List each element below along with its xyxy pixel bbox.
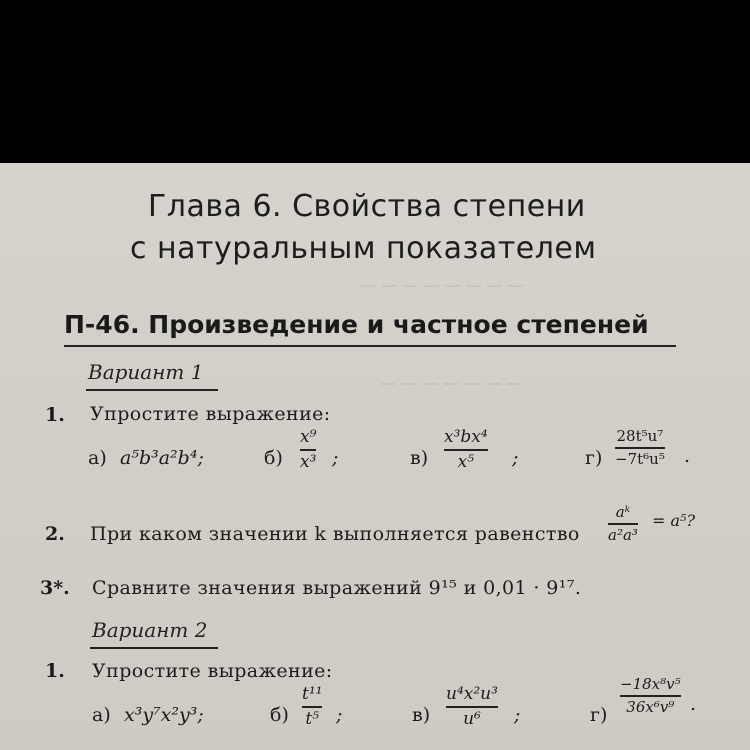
task-number: 3*. — [40, 577, 70, 599]
option-label: г) — [585, 447, 603, 469]
task-number: 1. — [45, 660, 65, 682]
bleed-through-text: — — — — — — — — [380, 373, 523, 392]
variant1-title: Вариант 1 — [88, 360, 204, 384]
fraction-bar — [620, 695, 681, 697]
variant1-underline — [86, 389, 218, 391]
fraction-denominator: t⁵ — [305, 708, 320, 729]
option-label: а) — [88, 447, 107, 469]
fraction-bar — [444, 449, 488, 451]
fraction — [615, 429, 665, 467]
bleed-through-text: — — — — — — — — — [360, 275, 524, 294]
section-title: П-46. Произведение и частное степеней — [64, 310, 649, 339]
option-label: а) — [92, 704, 111, 726]
fraction-denominator: a²a³ — [608, 525, 638, 544]
book-page — [0, 163, 750, 750]
fraction — [444, 429, 488, 471]
fraction — [300, 429, 316, 471]
task-text: Сравните значения выражений 9¹⁵ и 0,01 · 9¹⁷. — [92, 577, 582, 599]
punctuation: ; — [514, 704, 521, 726]
fraction-denominator: 36x⁶v⁹ — [626, 697, 675, 716]
variant2-title: Вариант 2 — [92, 618, 208, 642]
fraction-denominator: x³ — [300, 451, 317, 472]
fraction-denominator: u⁶ — [463, 708, 481, 729]
expression: x³y⁷x²y³; — [124, 704, 204, 726]
punctuation: ; — [336, 704, 343, 726]
option-label: в) — [410, 447, 429, 469]
fraction — [620, 677, 681, 715]
fraction — [302, 686, 322, 728]
task-number: 2. — [45, 523, 65, 545]
punctuation: ; — [332, 447, 339, 469]
punctuation: ; — [512, 447, 519, 469]
task-text: Упростите выражение: — [92, 660, 333, 682]
punctuation: . — [684, 445, 691, 467]
fraction-denominator: x⁵ — [457, 451, 475, 472]
fraction-denominator: −7t⁶u⁵ — [615, 449, 665, 468]
fraction — [608, 505, 638, 543]
punctuation: . — [690, 693, 697, 715]
fraction-numerator: t¹¹ — [302, 684, 323, 704]
task-number: 1. — [45, 404, 65, 426]
expression: a⁵b³a²b⁴; — [120, 447, 204, 469]
fraction-bar — [608, 523, 638, 525]
equation-rhs: = a⁵? — [652, 511, 696, 530]
task-text: При каком значении k выполняется равенство — [90, 523, 580, 545]
chapter-title-line1: Глава 6. Свойства степени — [148, 189, 586, 224]
fraction-bar — [300, 449, 316, 451]
fraction-numerator: x⁹ — [300, 427, 317, 447]
fraction-bar — [446, 706, 498, 708]
task-text: Упростите выражение: — [90, 403, 331, 425]
fraction-numerator: aᵏ — [615, 503, 631, 521]
option-label: в) — [412, 704, 431, 726]
fraction — [446, 686, 498, 728]
fraction-numerator: u⁴x²u³ — [446, 684, 498, 704]
section-underline — [64, 345, 676, 347]
fraction-bar — [302, 706, 322, 708]
fraction-numerator: −18x⁸v⁵ — [620, 675, 681, 693]
fraction-bar — [615, 447, 665, 449]
option-label: б) — [264, 447, 283, 469]
option-label: г) — [590, 704, 608, 726]
variant2-underline — [90, 647, 218, 649]
fraction-numerator: 28t⁵u⁷ — [616, 427, 664, 445]
option-label: б) — [270, 704, 289, 726]
chapter-title-line2: с натуральным показателем — [130, 231, 597, 266]
fraction-numerator: x³bx⁴ — [444, 427, 488, 447]
